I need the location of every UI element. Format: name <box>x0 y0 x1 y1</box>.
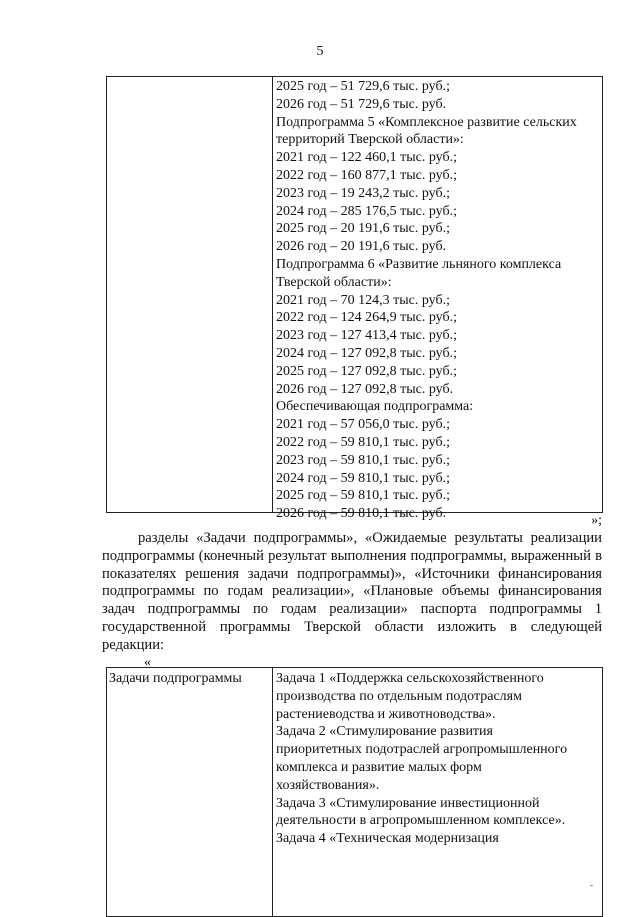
amount-line: 2026 год – 20 191,6 тыс. руб. <box>276 239 447 255</box>
amount-line: 2021 год – 122 460,1 тыс. руб.; <box>276 150 457 166</box>
scan-artifact-dot <box>590 885 593 886</box>
amount-line: 2025 год – 59 810,1 тыс. руб.; <box>276 488 450 504</box>
table-column-divider <box>272 77 273 512</box>
task-line: хозяйствования». <box>276 777 380 793</box>
amount-line: 2026 год – 59 810,1 тыс. руб. <box>276 506 447 522</box>
page-number: 5 <box>316 44 324 59</box>
task-line: Задача 3 «Стимулирование инвестиционной <box>276 795 540 811</box>
task-line: деятельности в агропромышленном комплексе». <box>276 813 566 829</box>
amount-line: 2026 год – 127 092,8 тыс. руб. <box>276 381 454 397</box>
amount-line: 2024 год – 59 810,1 тыс. руб.; <box>276 470 450 486</box>
amount-line: 2025 год – 127 092,8 тыс. руб.; <box>276 363 457 379</box>
amount-line: 2021 год – 57 056,0 тыс. руб.; <box>276 417 450 433</box>
amount-line: 2021 год – 70 124,3 тыс. руб.; <box>276 292 450 308</box>
amendment-paragraph: разделы «Задачи подпрограммы», «Ожидаемые результаты реализации подпрограммы (конечный результат выполнения подпрограммы, выраженный в показателях решения задачи подпрограммы)», «Источники финансирования подпрограммы по годам реализации», «Плановые объемы финансирования задач подпрограммы по годам реализации» паспорта подпрограммы 1 государственной программы Тверской области изложить в следующей редакции: <box>102 530 602 653</box>
amount-line: Обеспечивающая подпрограмма: <box>276 399 474 415</box>
amount-line: 2023 год – 19 243,2 тыс. руб.; <box>276 185 450 201</box>
amount-line: Подпрограмма 5 «Комплексное развитие сельских <box>276 114 577 130</box>
amount-line: 2026 год – 51 729,6 тыс. руб. <box>276 96 447 112</box>
amount-line: 2025 год – 51 729,6 тыс. руб.; <box>276 79 450 94</box>
amount-line: 2022 год – 124 264,9 тыс. руб.; <box>276 310 457 326</box>
amount-line: 2025 год – 20 191,6 тыс. руб.; <box>276 221 450 237</box>
amount-line: 2022 год – 59 810,1 тыс. руб.; <box>276 434 450 450</box>
task-line: комплекса и развитие малых форм <box>276 759 482 775</box>
amount-line: 2023 год – 59 810,1 тыс. руб.; <box>276 452 450 468</box>
task-line: Задача 2 «Стимулирование развития <box>276 724 493 740</box>
tasks-label: Задачи подпрограммы <box>109 671 242 686</box>
task-line: Задача 4 «Техническая модернизация <box>276 831 499 847</box>
financing-amounts-cell <box>276 78 577 523</box>
tasks-list-cell <box>276 670 567 848</box>
amount-line: территорий Тверской области»: <box>276 132 464 148</box>
task-line: Задача 1 «Поддержка сельскохозяйственного <box>276 671 544 686</box>
task-line: приоритетных подотраслей агропромышленного <box>276 742 568 758</box>
amount-line: Подпрограмма 6 «Развитие льняного комплекса <box>276 256 562 272</box>
task-line: производства по отдельным подотраслям <box>276 688 522 704</box>
opening-quote: « <box>144 655 151 670</box>
amount-line: 2023 год – 127 413,4 тыс. руб.; <box>276 328 457 344</box>
amount-line: 2024 год – 285 176,5 тыс. руб.; <box>276 203 457 219</box>
amount-line: 2022 год – 160 877,1 тыс. руб.; <box>276 167 457 183</box>
table-column-divider <box>272 668 273 916</box>
closing-quote: »; <box>591 513 602 528</box>
amount-line: Тверской области»: <box>276 274 392 290</box>
task-line: растениеводства и животноводства». <box>276 706 496 722</box>
amount-line: 2024 год – 127 092,8 тыс. руб.; <box>276 345 457 361</box>
